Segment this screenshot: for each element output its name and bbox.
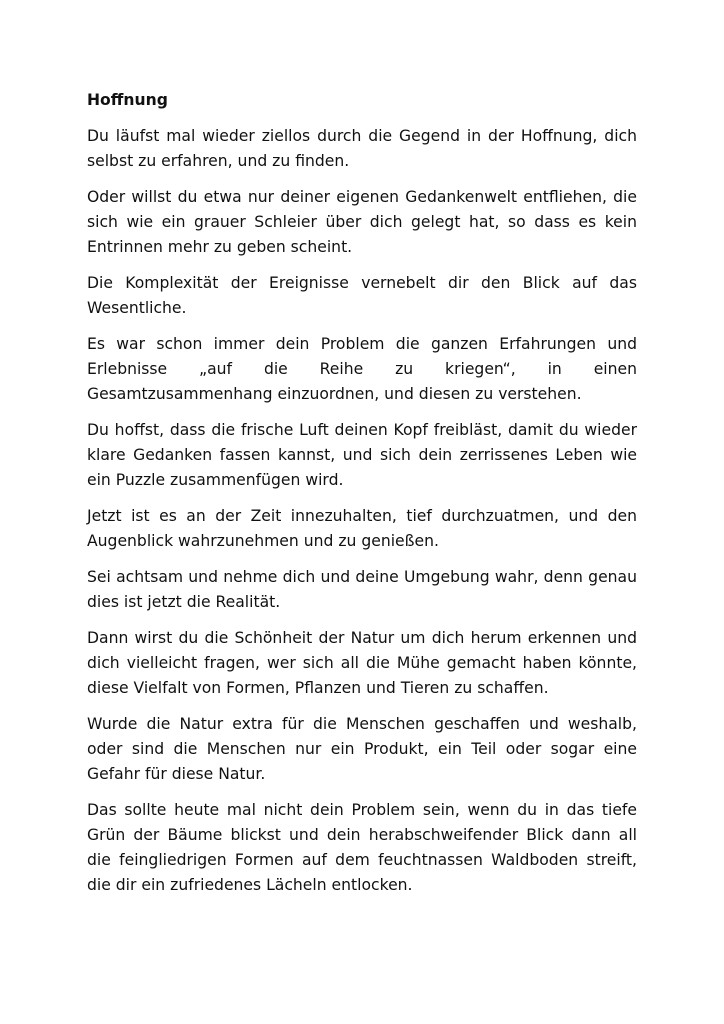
paragraph-6: Jetzt ist es an der Zeit innezuhalten, tief durchzuatmen, und den Augenblick wahrzunehmen und zu genießen. — [87, 507, 637, 550]
document-body — [87, 88, 637, 909]
paragraph-5: Du hoffst, dass die frische Luft deinen Kopf freibläst, damit du wieder klare Gedanken fassen kannst, und sich dein zerrissenes Leben wie ein Puzzle zusammenfügen wird. — [87, 421, 637, 489]
paragraph-3: Die Komplexität der Ereignisse vernebelt dir den Blick auf das Wesentliche. — [87, 274, 637, 317]
paragraph-1: Du läufst mal wieder ziellos durch die Gegend in der Hoffnung, dich selbst zu erfahren, und zu finden. — [87, 127, 637, 170]
paragraph-10: Das sollte heute mal nicht dein Problem sein, wenn du in das tiefe Grün der Bäume blickst und dein herabschweifender Blick dann all die feingliedrigen Formen auf dem feuchtnassen Waldboden streift, die dir ein zufriedenes Lächeln entlocken. — [87, 801, 637, 894]
paragraph-4: Es war schon immer dein Problem die ganzen Erfahrungen und Erlebnisse „auf die Reihe zu kriegen“, in einen Gesamtzusammenhang einzuordnen, und diesen zu verstehen. — [87, 335, 637, 403]
paragraph-8: Dann wirst du die Schönheit der Natur um dich herum erkennen und dich vielleicht fragen, wer sich all die Mühe gemacht haben könnte, diese Vielfalt von Formen, Pflanzen und Tieren zu schaffen. — [87, 629, 637, 697]
paragraph-2: Oder willst du etwa nur deiner eigenen Gedankenwelt entfliehen, die sich wie ein grauer Schleier über dich gelegt hat, so dass es kein Entrinnen mehr zu geben scheint. — [87, 188, 637, 256]
paragraph-9: Wurde die Natur extra für die Menschen geschaffen und weshalb, oder sind die Menschen nur ein Produkt, ein Teil oder sogar eine Gefahr für diese Natur. — [87, 715, 637, 783]
paragraph-7: Sei achtsam und nehme dich und deine Umgebung wahr, denn genau dies ist jetzt die Realität. — [87, 568, 637, 611]
document-title: Hoffnung — [87, 91, 168, 109]
